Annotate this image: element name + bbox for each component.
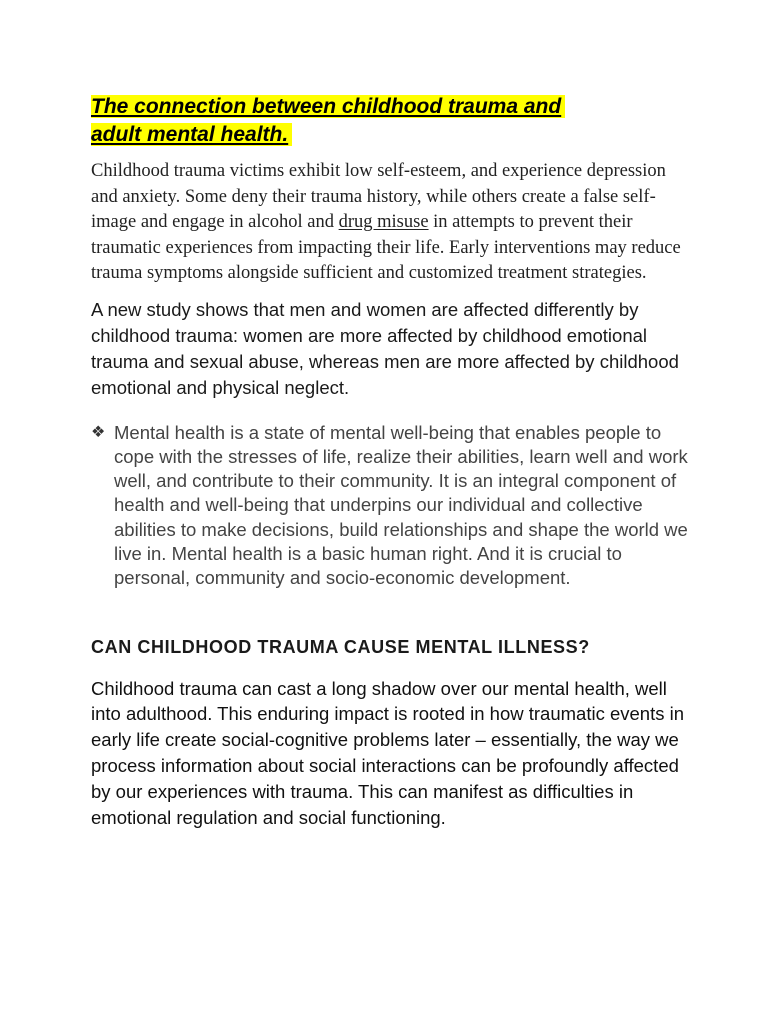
page-title [91, 93, 691, 149]
drug-misuse-link[interactable]: drug misuse [338, 212, 429, 232]
intro-text-after-link: in attempts to prevent their traumatic experiences from impacting their life. Early interventions may reduce trauma symptoms alongside sufficient and customized treatment strategies. [91, 212, 681, 283]
diamond-bullet-icon: ❖ [91, 423, 106, 441]
bullet-text: Mental health is a state of mental well-being that enables people to cope with the stresses of life, realize their abilities, learn well and work well, and contribute to their community. It is an integral component of health and well-being that underpins our individual and collective abilities to make decisions, build relationships and shape the world we live in. Mental health is a basic human right. And it is crucial to personal, community and socio-economic development. [114, 421, 688, 589]
bullet-item [91, 421, 691, 591]
intro-text-before-link: Childhood trauma victims exhibit low self-esteem, and experience depression and anxiety. Some deny their trauma history, while others create a false self-image and engage in alcohol and [91, 161, 666, 232]
intro-paragraph [91, 159, 691, 287]
title-line-1: The connection between childhood trauma and [91, 95, 565, 118]
section-heading: CAN CHILDHOOD TRAUMA CAUSE MENTAL ILLNESS? [91, 636, 590, 657]
title-line-2: adult mental health. [91, 123, 292, 146]
document-page [91, 93, 691, 830]
section-paragraph: Childhood trauma can cast a long shadow over our mental health, well into adulthood. This enduring impact is rooted in how traumatic events in early life create social-cognitive problems later – essentially, the way we process information about social interactions can be profoundly affected by our experiences with trauma. This can manifest as difficulties in emotional regulation and social functioning. [91, 677, 685, 828]
study-paragraph: A new study shows that men and women are affected differently by childhood trauma: women are more affected by childhood emotional trauma and sexual abuse, whereas men are more affected by childhood emotional and physical neglect. [91, 298, 679, 398]
